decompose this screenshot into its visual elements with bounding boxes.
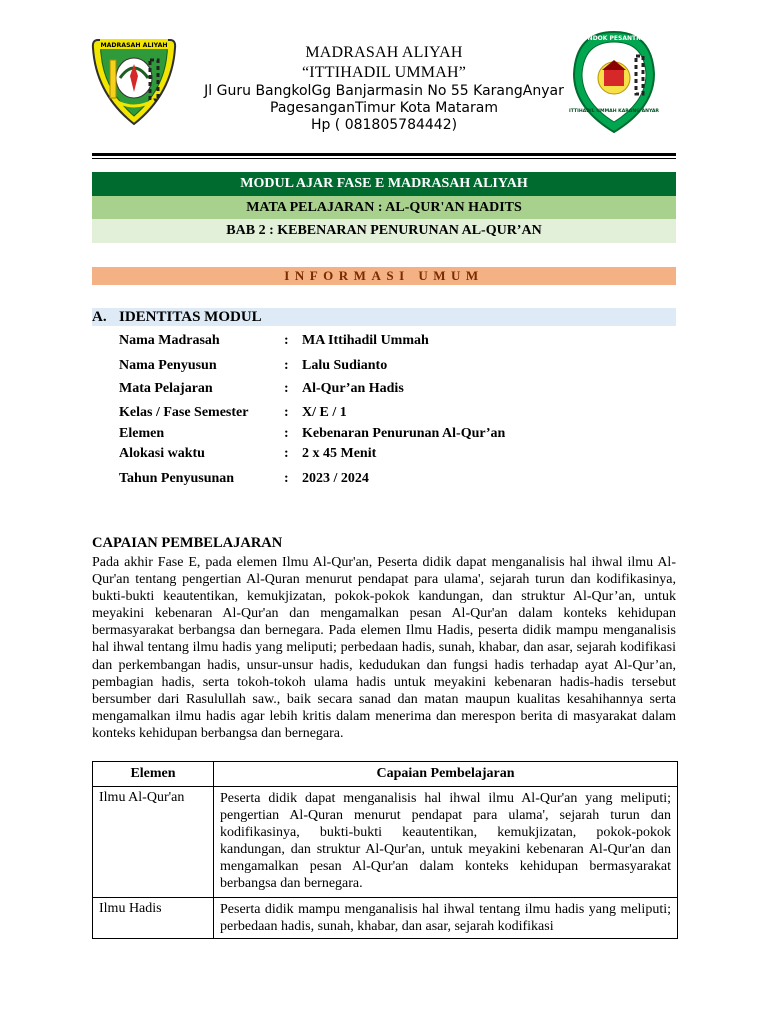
section-number: A. [92,309,107,325]
identity-separator: : [284,405,289,420]
right-logo-text-top: PONDOK PESANTREN [578,35,650,42]
school-name: MADRASAH ALIYAH [305,44,463,61]
identity-key: Nama Madrasah [119,333,220,348]
identity-row [0,445,768,463]
section-title: IDENTITAS MODUL [119,309,262,325]
identity-value: 2 x 45 Menit [302,446,377,461]
identity-key: Mata Pelajaran [119,381,213,396]
identity-row [0,332,768,350]
identity-separator: : [284,446,289,461]
header-divider-thin [92,158,676,159]
table-cell-capaian: Peserta didik dapat menganalisis hal ihwal ilmu Al-Qur'an yang meliputi; pengertian Al-Quran menurut pendapat para ulama', sejarah turun dan kodifikasinya, bukti-bukti keautentikan, kemukjizatan, pokok-pokok kandungan, dan struktur Al-Qur'an, untuk meyakini kebenaran Al-Qur'an dan mengamalkan pesan Al-Qur'an dalam konteks kehidupan bermasyarakat berbangsa dan bernegara. [214,787,678,898]
module-banner-subject: MATA PELAJARAN : AL-QUR'AN HADITS [92,196,676,219]
school-address-line2: PagesanganTimur Kota Mataram [270,100,498,116]
section-identitas-heading [92,308,676,326]
table-header-elemen: Elemen [93,762,214,787]
identity-key: Elemen [119,426,165,441]
module-banner-chapter: BAB 2 : KEBENARAN PENURUNAN AL-QUR’AN [92,219,676,243]
identity-value: Al-Qur’an Hadis [302,381,404,396]
table-cell-elemen: Ilmu Al-Qur'an [93,787,214,898]
table-header-capaian: Capaian Pembelajaran [214,762,678,787]
identity-separator: : [284,381,289,396]
identity-value: MA Ittihadil Ummah [302,333,429,348]
school-subtitle: “ITTIHADIL UMMAH” [301,64,467,81]
right-logo-text-bottom: ITTIHADIL UMMAH KARANG ANYAR [569,109,659,114]
identity-row [0,425,768,443]
table-header-row [93,762,678,787]
identity-row [0,470,768,488]
left-logo-text: MADRASAH ALIYAH [100,42,168,49]
identity-value: Kebenaran Penurunan Al-Qur’an [302,426,506,441]
identity-separator: : [284,333,289,348]
table-row [93,898,678,939]
table-row [93,787,678,898]
identity-separator: : [284,471,289,486]
identity-row [0,404,768,422]
identity-key: Tahun Penyusunan [119,471,235,486]
table-cell-capaian: Peserta didik mampu menganalisis hal ihwal tentang ilmu hadis yang meliputi; perbedaan hadis, sunah, khabar, dan asar, sejarah kodifikasi [214,898,678,939]
module-banner-title: MODUL AJAR FASE E MADRASAH ALIYAH [92,172,676,196]
school-address-line1: Jl Guru BangkolGg Banjarmasin No 55 KarangAnyar [204,83,564,99]
school-phone: Hp ( 081805784442) [310,117,458,133]
identity-separator: : [284,426,289,441]
identity-key: Nama Penyusun [119,358,217,373]
identity-separator: : [284,358,289,373]
capaian-paragraph: Pada akhir Fase E, pada elemen Ilmu Al-Qur'an, Peserta didik dapat menganalisis hal ihwal ilmu Al-Qur'an tentang pengertian Al-Quran menurut pendapat para ulama', sejarah turun dan kodifikasinya, bukti-bukti keautentikan, kemukjizatan, pokok-pokok kandungan, dan struktur Al-Qur’an, untuk meyakini kebenaran Al-Qur'an dan mengamalkan pesan Al-Qur'an dalam konteks kehidupan bermasyarakat berbangsa dan bernegara. Pada elemen Ilmu Hadis, peserta didik mampu menganalisis hal ihwal tentang ilmu hadis yang meliputi; perbedaan hadis, sunah, khabar, dan asar, sejarah kodifikasi dan perkembangan hadis, unsur-unsur hadis, kedudukan dan fungsi hadis terhadap ayat Al-Qur’an, pembagian hadis, serta tokoh-tokoh ulama hadis untuk meyakini kebenaran hadis-hadis tersebut bersumber dari Rasulullah saw., baik secara sanad dan matan maupun kualitas kesahihannya serta mengamalkan ilmu hadis agar lebih kritis dalam menerima dan merespon berita di masyarakat dalam konteks kehidupan berbangsa dan bernegara. [92,555,676,741]
table-cell-elemen: Ilmu Hadis [93,898,214,939]
info-umum-heading: INFORMASI UMUM [92,267,676,285]
identity-row [0,380,768,398]
header-divider-thick [92,153,676,156]
identity-key: Alokasi waktu [119,446,205,461]
identity-value: 2023 / 2024 [302,471,369,486]
identity-value: X/ E / 1 [302,405,347,420]
identity-value: Lalu Sudianto [302,358,388,373]
identity-row [0,357,768,375]
identity-key: Kelas / Fase Semester [119,405,249,420]
capaian-heading: CAPAIAN PEMBELAJARAN [92,535,283,551]
capaian-table [92,761,678,939]
